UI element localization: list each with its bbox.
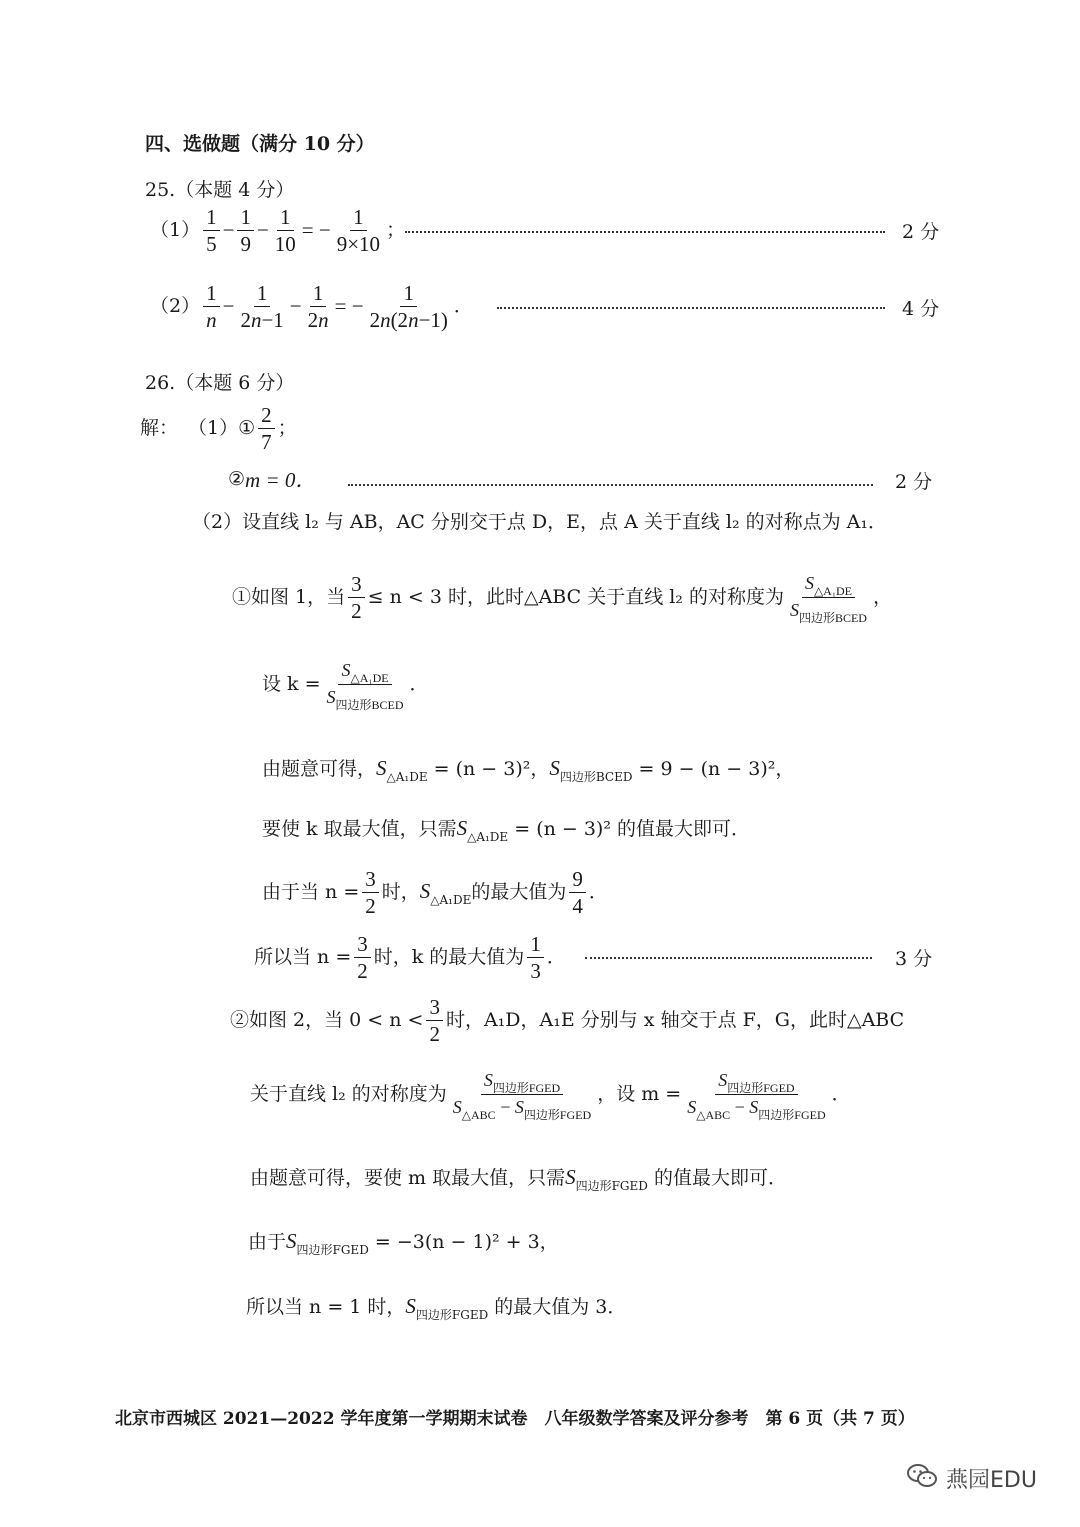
line-b-text: 要使 k 取最大值，只需 [262, 818, 457, 840]
fraction: $\frac{9}{4}$ [569, 866, 586, 919]
set-k-text: 设 k = [262, 673, 321, 695]
q26-p1-label: （1） [188, 417, 239, 439]
line-e-text-b: 的值最大即可． [653, 1167, 787, 1189]
line-g: 所以当 n = 1 时，$S_{四边形FGED}$ 的最大值为 3． [246, 1294, 627, 1322]
q25-p1-label: （1） [150, 219, 201, 241]
fraction: $\frac{1}{2n(2n-1)}$ [369, 280, 448, 332]
line-d-text-b: 时，k 的最大值为 [373, 946, 525, 968]
line-c-text-a: 由于当 n = [262, 881, 360, 903]
fraction: $\frac{1}{10}$ [274, 204, 296, 256]
score-leader-dots [585, 957, 872, 959]
line-e: 由题意可得，要使 m 取最大值，只需$S_{四边形FGED}$ 的值最大即可． [250, 1165, 787, 1193]
case2-text-a: ②如图 2，当 0 < n < [230, 1009, 424, 1031]
line-b-eq: = (n − 3)² 的值最大即可． [514, 818, 750, 840]
line-a-eq2: = 9 − (n − 3)²， [638, 758, 795, 780]
line-c-text-b: 时， [381, 881, 420, 903]
case1-text-b: ≤ n < 3 时，此时△ABC 关于直线 l₂ 的对称度为 [367, 586, 784, 608]
fraction: $\frac{2}{7}$ [258, 402, 275, 455]
case2-line [230, 988, 904, 1052]
line-c: 由于当 n = $\frac{3}{2}$ 时， $S_{\triangle A_1DE}$ 的最大值为 $\frac{9}{4}$ ． [262, 866, 608, 918]
solve-label: 解： [140, 417, 179, 439]
q26-p2-text: 设直线 l₂ 与 AB，AC 分别交于点 D，E，点 A 关于直线 l₂ 的对称点为 A₁． [242, 511, 887, 533]
page-footer: 北京市西城区 2021—2022 学年度第一学期期末试卷 八年级数学答案及评分参考 第 6 页（共 7 页） [115, 1409, 915, 1429]
line-g-text-b: 的最大值为 3． [494, 1296, 627, 1318]
q25-p2-score: 4 分 [902, 298, 940, 320]
q26-part1-c2 [228, 464, 316, 494]
case1-text-a: ①如图 1，当 [232, 586, 346, 608]
case2-text-d: ，设 m = [597, 1083, 682, 1105]
q25-part1: （1） $\frac{1}{5}$ − $\frac{1}{9}$ − $\frac{1}{10}$ = − $\frac{1}{9\times 10}$ ； [150, 204, 406, 256]
watermark [906, 1462, 1037, 1494]
q25-part2: （2） $\frac{1}{n}$ − $\frac{1}{2n-1}$ − $\frac{1}{2n}$ = − $\frac{1}{2n(2n-1)}$ ． [150, 280, 473, 332]
line-a-eq1: = (n − 3)²， [433, 758, 550, 780]
section-title: 四、选做题（满分 10 分） [145, 133, 375, 155]
set-k-line: 设 k = $\frac{S_{\triangle A_1DE}}{S_{四边形BCED}}$ ． [262, 659, 429, 712]
fraction: $\frac{1}{5}$ [203, 204, 220, 257]
score-leader-dots [348, 484, 873, 486]
case2-def-line: 关于直线 l₂ 的对称度为 $\frac{S_{四边形FGED}}{S_{\triangle ABC} - S_{四边形FGED}}$ ，设 m = $\frac{S_{四边形FGED}}{S_{\triangle ABC} - S_{四边形FGED}}$ ． [250, 1069, 851, 1122]
q26-p2-label: （2） [192, 511, 243, 533]
q26-p2-intro [192, 509, 887, 535]
circle-2: ② [228, 468, 246, 490]
fraction: $\frac{3}{2}$ [426, 994, 443, 1047]
wechat-icon [906, 1462, 938, 1494]
line-c-text-c: 的最大值为 [471, 881, 567, 903]
line-a-text: 由题意可得， [262, 758, 377, 780]
q26-heading: 26.（本题 6 分） [145, 372, 295, 394]
circle-1: ① [238, 417, 256, 439]
fraction: $\frac{S_{\triangle A_1DE}}{S_{四边形BCED}}$ [789, 572, 867, 625]
line-f: 由于$S_{四边形FGED} = -3(n - 1)^2 + 3$， [248, 1229, 559, 1257]
case2-text-c: 关于直线 l₂ 的对称度为 [250, 1083, 447, 1105]
fraction: $\frac{3}{2}$ [348, 571, 365, 624]
q25-p1-score: 2 分 [902, 221, 940, 243]
line-b: 要使 k 取最大值，只需$S_{\triangle A_1DE} = (n - 3)^2$ 的值最大即可． [262, 816, 750, 844]
fraction: $\frac{S_{\triangle A_1DE}}{S_{四边形BCED}}$ [326, 659, 404, 712]
fraction: $\frac{S_{四边形FGED}}{S_{\triangle ABC} - S_{四边形FGED}}$ [452, 1069, 592, 1122]
watermark-text: 燕园EDU [946, 1467, 1037, 1493]
fraction: $\frac{1}{n}$ [203, 280, 220, 333]
fraction: $\frac{3}{2}$ [354, 931, 371, 984]
fraction: $\frac{S_{四边形FGED}}{S_{\triangle ABC} - S_{四边形FGED}}$ [687, 1069, 826, 1122]
line-a: 由题意可得，$S_{\triangle A_1DE} = (n - 3)^2$，$S_{四边形BCED} = 9 - (n - 3)^2$， [262, 756, 795, 784]
q26-part1-c1: 解： （1） ① $\frac{2}{7}$ ； [140, 402, 297, 454]
fraction: $\frac{1}{2n-1}$ [240, 280, 284, 332]
fraction: $\frac{1}{3}$ [527, 931, 544, 984]
line-g-text: 所以当 n = 1 时， [246, 1296, 406, 1318]
fraction: $\frac{1}{9}$ [237, 204, 254, 257]
fraction: $\frac{1}{9\times 10}$ [336, 204, 381, 256]
q26-score-b: 3 分 [895, 948, 933, 970]
q26-score-a: 2 分 [895, 471, 933, 493]
q25-p2-label: （2） [150, 295, 201, 317]
m-equation: m = 0． [245, 468, 317, 492]
line-d-text-a: 所以当 n = [254, 946, 352, 968]
line-d: 所以当 n = $\frac{3}{2}$ 时，k 的最大值为 $\frac{1}{3}$ ． [254, 931, 566, 983]
fraction: $\frac{1}{2n}$ [307, 280, 329, 332]
line-f-text: 由于 [248, 1231, 287, 1253]
score-leader-dots [405, 231, 885, 233]
case1-line: ①如图 1，当 $\frac{3}{2}$ ≤ n < 3 时，此时△ABC 关于直线 l₂ 的对称度为 $\frac{S_{\triangle A_1DE}}{S_{四边形BCED}}$ ， [232, 571, 892, 625]
line-e-text: 由题意可得，要使 m 取最大值，只需 [250, 1167, 566, 1189]
line-f-eq: = −3(n − 1)² + 3， [374, 1231, 559, 1253]
score-leader-dots [497, 307, 885, 309]
q25-heading: 25.（本题 4 分） [145, 179, 295, 201]
fraction: $\frac{3}{2}$ [362, 866, 379, 919]
case2-text-b: 时，A₁D，A₁E 分别与 x 轴交于点 F，G，此时△ABC [445, 1009, 905, 1031]
